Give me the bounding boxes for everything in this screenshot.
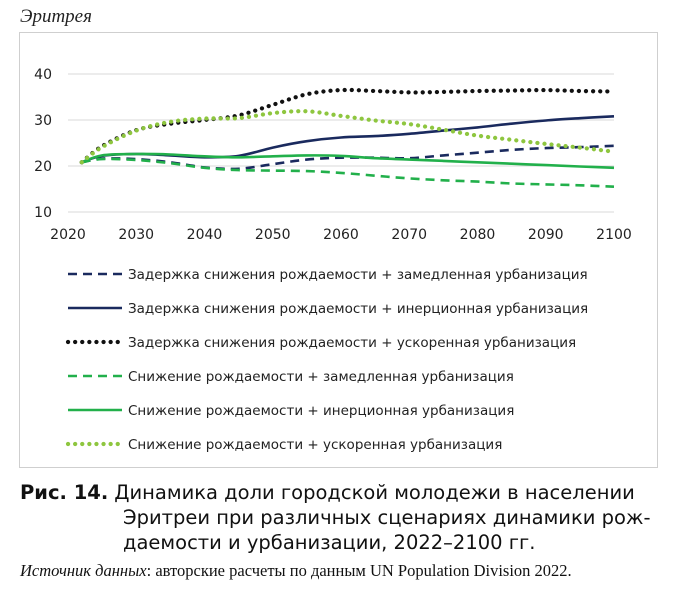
caption-line-2: Эритреи при различных сценариях динамики рож- <box>123 506 651 529</box>
figure-caption <box>20 480 665 555</box>
y-axis-tick-labels <box>34 67 52 221</box>
legend-label-4: Снижение рождаемости + замедленная урбанизация <box>128 369 514 385</box>
x-tick-label-2090: 2090 <box>527 227 564 243</box>
y-tick-label-10: 10 <box>34 205 52 221</box>
series-line-4 <box>82 159 614 187</box>
x-tick-label-2060: 2060 <box>323 227 359 243</box>
caption-line-3: даемости и урбанизации, 2022–2100 гг. <box>123 531 536 554</box>
legend-label-6: Снижение рождаемости + ускоренная урбанизация <box>128 437 503 453</box>
chart-series <box>82 90 614 187</box>
x-tick-label-2020: 2020 <box>50 227 86 243</box>
source-label: Источник данных <box>20 561 147 580</box>
x-tick-label-2050: 2050 <box>254 227 291 243</box>
x-axis-tick-labels <box>50 227 632 243</box>
legend-label-2: Задержка снижения рождаемости + инерционная урбанизация <box>128 301 589 317</box>
caption-line-1: Динамика доли городской молодежи в населении <box>114 481 635 504</box>
x-tick-label-2070: 2070 <box>391 227 428 243</box>
legend-label-5: Снижение рождаемости + инерционная урбанизация <box>128 403 515 419</box>
legend-label-1: Задержка снижения рождаемости + замедленная урбанизация <box>128 267 588 283</box>
x-tick-label-2080: 2080 <box>459 227 496 243</box>
x-tick-label-2040: 2040 <box>186 227 223 243</box>
chart-legend <box>68 267 588 453</box>
chart-region-title: Эритрея <box>20 6 92 27</box>
source-note <box>20 561 572 581</box>
figure-number: Рис. 14. <box>20 481 109 504</box>
y-tick-label-30: 30 <box>34 113 52 129</box>
x-tick-label-2030: 2030 <box>118 227 155 243</box>
source-text: : авторские расчеты по данным UN Population Division 2022. <box>146 561 572 580</box>
x-tick-label-2100: 2100 <box>596 227 632 243</box>
y-tick-label-20: 20 <box>34 159 52 175</box>
y-tick-label-40: 40 <box>34 67 52 83</box>
series-line-3 <box>82 90 614 162</box>
legend-label-3: Задержка снижения рождаемости + ускоренная урбанизация <box>128 335 577 351</box>
